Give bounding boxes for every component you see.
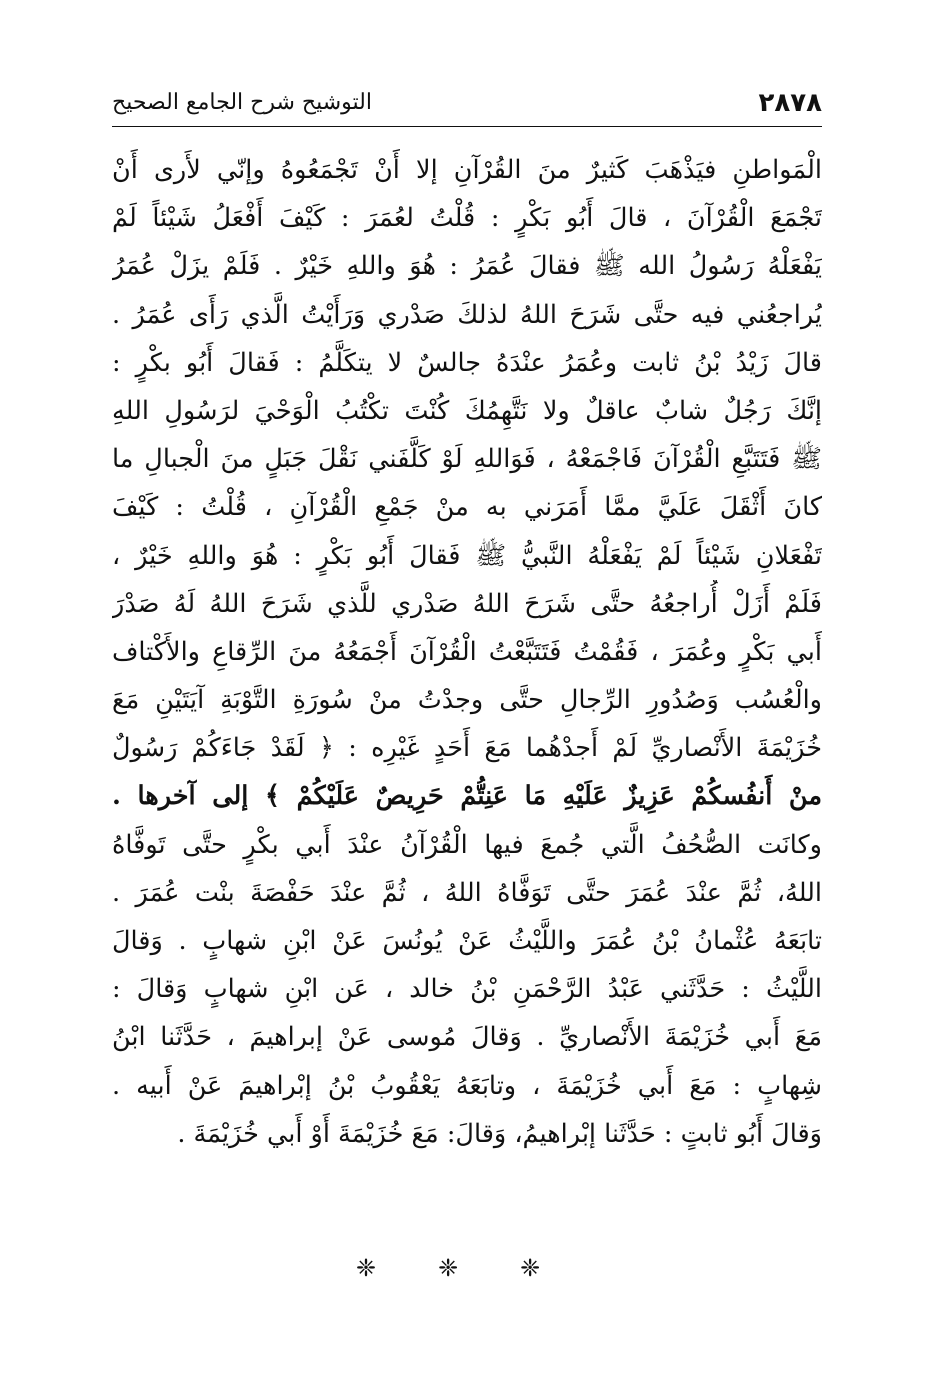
asterism-icon: ❈ (355, 1254, 414, 1282)
text-line: الْمَواطنِ فيَذْهَبَ كَثيرٌ منَ القُرْآنِ إلا أَنْ تَجْمَعُوهُ وإنّي لأَرى أَنْ (112, 155, 822, 185)
text-line: اللهُ، ثُمَّ عنْدَ عُمَرَ حتَّى تَوَفَّاهُ اللهُ ، ثُمَّ عنْدَ حَفْصَةَ بنْت عُمَرَ . (112, 877, 822, 908)
text-line: والْعُسُب وَصُدُورِ الرِّجالِ حتَّى وجدْتُ منْ سُورَةِ التَّوْبَةِ آيَتَيْنِ مَعَ (112, 685, 822, 716)
text-line: إنَّكَ رَجُلٌ شابٌ عاقلٌ ولا نَتَّهِمُكَ كُنْتَ تكْتُبُ الْوَحْيَ لرَسُولِ اللهِ (112, 395, 822, 426)
section-divider-ornament (0, 1254, 934, 1282)
quran-verse-line: منْ أَنفُسكُمْ عَزِيزٌ عَلَيْهِ مَا عَنِتُّمْ حَرِيصٌ عَلَيْكُمْ ﴾ إلى آخرها . (112, 781, 822, 812)
text-line: أَبي بَكْرٍ وعُمَرَ ، فَقُمْتُ فَتَتَبَّعْتُ الْقُرْآنَ أَجْمَعُهُ منَ الرِّقاعِ والأَكْتاف (112, 636, 822, 667)
text-line: اللَّيْثُ : حَدَّثَني عَبْدُ الرَّحْمَنِ بْنُ خالد ، عَن ابْنِ شهابٍ وَقالَ : (112, 974, 822, 1005)
text-line: فَلَمْ أَزَلْ أُراجعُهُ حتَّى شَرَحَ اللهُ صَدْري للَّذي شَرَحَ اللهُ لَهُ صَدْرَ (112, 588, 822, 619)
text-line: وكانَت الصُّحُفُ الَّتي جُمعَ فيها الْقُرْآنُ عنْدَ أَبي بكْرٍ حتَّى تَوفَّاهُ (112, 829, 822, 860)
asterism-icon: ❈ (437, 1254, 497, 1282)
text-line: شِهابٍ : مَعَ أَبي خُزَيْمَةَ ، وتابَعَهُ يَعْقُوبُ بْنُ إبْراهيمَ عَنْ أَبيه . (112, 1070, 822, 1101)
text-line: ﷺ فَتَتَبَّعِ الْقُرْآنَ فَاجْمَعْهُ ، فَوَاللهِ لَوْ كَلَّفَني نَقْلَ جَبَلٍ منَ الْجبالِ ما (112, 444, 822, 475)
text-line: كانَ أَثْقَلَ عَلَيَّ ممَّا أَمَرَني به منْ جَمْعِ الْقُرْآنِ ، قُلْتُ : كَيْفَ (112, 492, 822, 523)
text-line: خُزَيْمَةَ الأَنْصاريِّ لَمْ أَجدْهُما مَعَ أَحَدٍ غَيْرِه : ﴿ لَقَدْ جَاءَكُمْ رَسُولٌ (112, 733, 822, 764)
text-line: تَجْمَعَ الْقُرْآنَ ، قالَ أَبُو بَكْرٍ : قُلْتُ لعُمَرَ : كَيْفَ أَفْعَلُ شَيْئاً لَمْ (112, 203, 822, 234)
text-line: يَفْعَلْهُ رَسُولُ الله ﷺ فقالَ عُمَرُ : هُوَ واللهِ خَيْرٌ . فَلَمْ يزَلْ عُمَرُ (112, 251, 822, 282)
text-line: تابَعَهُ عُثْمانُ بْنُ عُمَرَ واللَّيْثُ عَنْ يُونُسَ عَنْ ابْنِ شهابٍ . وَقالَ (112, 926, 822, 956)
page-number: ٢٨٧٨ (758, 88, 822, 118)
running-title: التوشيح شرح الجامع الصحيح (112, 90, 372, 115)
text-line: تَفْعَلانِ شَيْئاً لَمْ يَفْعَلْهُ النَّبيُّ ﷺ فَقالَ أَبُو بَكْرٍ : هُوَ واللهِ خَيْرٌ ، (112, 540, 822, 571)
running-header (112, 86, 822, 127)
asterism-icon: ❈ (520, 1254, 579, 1282)
text-line: يُراجعُني فيه حتَّى شَرَحَ اللهُ لذلكَ صَدْري وَرَأَيْتُ الَّذي رَأَى عُمَرُ . (112, 299, 822, 330)
text-line: قالَ زَيْدُ بْنُ ثابت وعُمَرُ عنْدَهُ جالسٌ لا يتكَلَّمُ : فَقالَ أَبُو بكْرٍ : (112, 347, 822, 378)
text-line: وَقالَ أَبُو ثابتٍ : حَدَّثَنا إبْراهيمُ، وَقالَ: مَعَ خُزَيْمَةَ أَوْ أَبي خُزَيْمَةَ . (177, 1118, 822, 1149)
body-text (112, 146, 822, 1158)
text-line: مَعَ أَبي خُزَيْمَةَ الأَنْصاريِّ . وَقالَ مُوسى عَنْ إبراهيمَ ، حَدَّثَنا ابْنُ (112, 1022, 822, 1053)
